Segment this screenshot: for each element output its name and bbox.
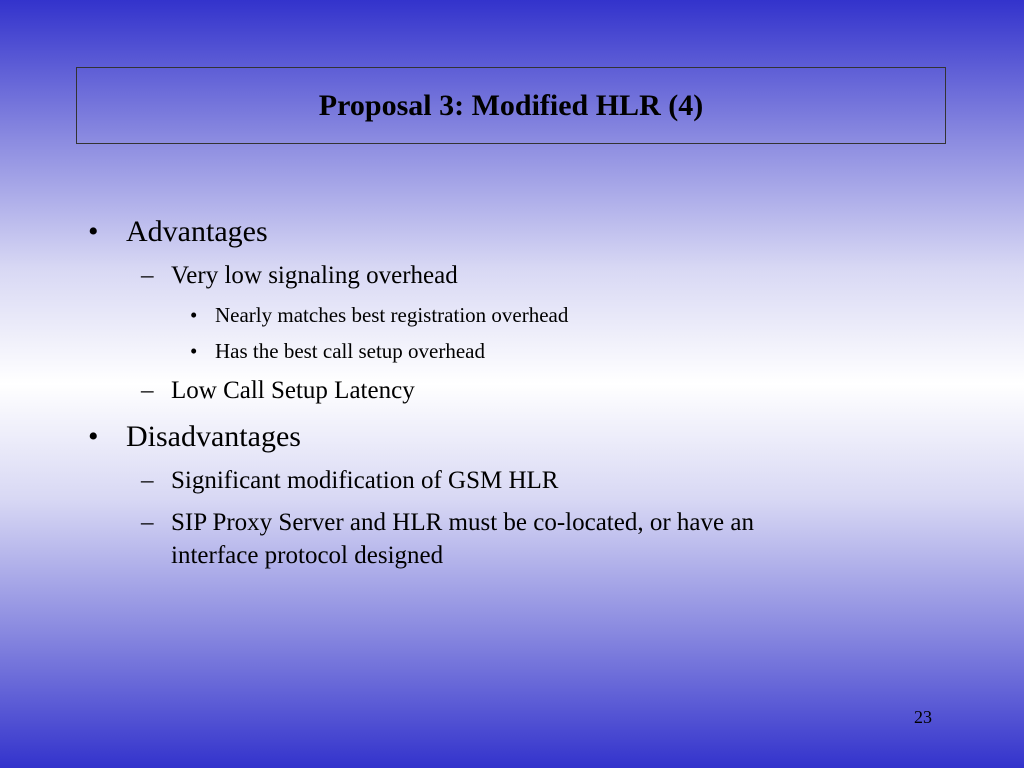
bullet-marker: •	[88, 215, 99, 248]
dash-marker: –	[141, 377, 154, 404]
bullet-disadvantages: Disadvantages	[126, 420, 301, 453]
subsubitem-call-setup: Has the best call setup overhead	[215, 339, 485, 363]
slide-title: Proposal 3: Modified HLR (4)	[318, 88, 704, 122]
bullet-marker: •	[190, 339, 198, 363]
bullet-marker: •	[88, 420, 99, 453]
title-box	[76, 67, 946, 144]
subitem-sip-proxy-continued: interface protocol designed	[171, 542, 444, 569]
subsubitem-registration: Nearly matches best registration overhead	[215, 303, 569, 327]
subitem-latency: Low Call Setup Latency	[171, 377, 415, 404]
dash-marker: –	[141, 467, 154, 494]
bullet-marker: •	[190, 303, 198, 327]
subitem-sip-proxy: SIP Proxy Server and HLR must be co-located, or have an	[171, 509, 754, 536]
dash-marker: –	[141, 509, 154, 536]
page-number: 23	[914, 707, 932, 727]
bullet-advantages: Advantages	[126, 215, 268, 248]
subitem-signaling: Very low signaling overhead	[171, 262, 458, 289]
subitem-gsm-hlr: Significant modification of GSM HLR	[171, 467, 559, 494]
dash-marker: –	[141, 262, 154, 289]
